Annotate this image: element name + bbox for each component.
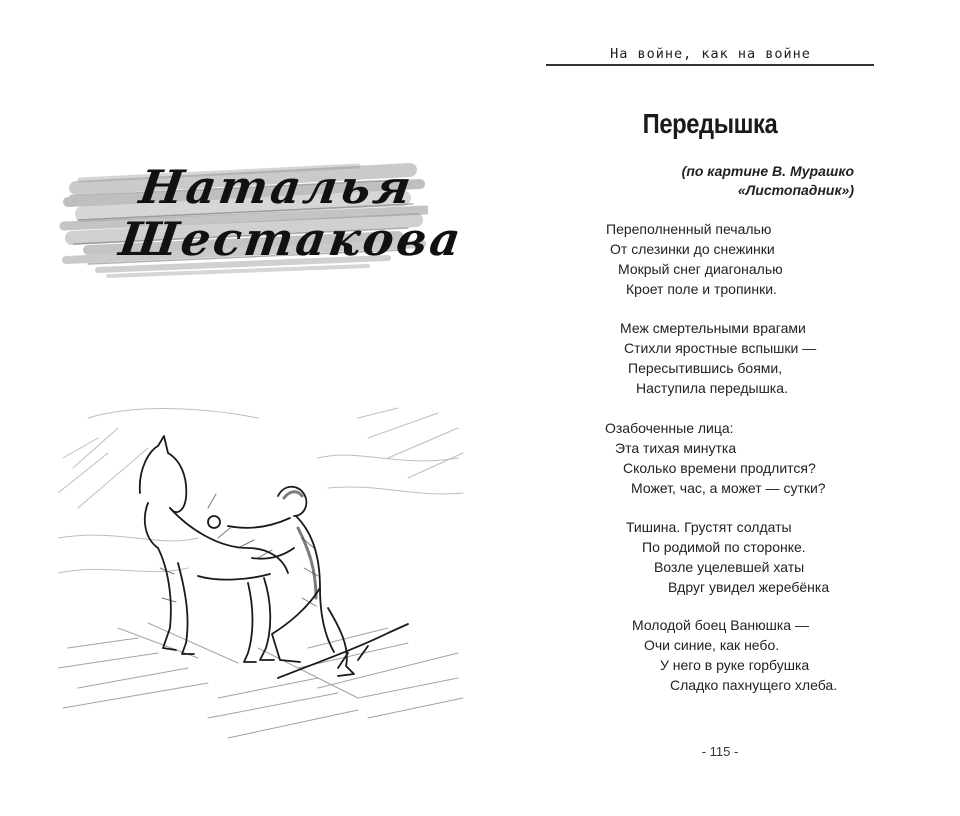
verse-line: Молодой боец Ванюшка — <box>632 617 809 633</box>
stanza-1 <box>606 219 783 299</box>
author-first-name: Наталья <box>136 160 418 214</box>
subtitle-line: «Листопадник») <box>737 182 854 198</box>
verse-line: Сладко пахнущего хлеба. <box>670 677 838 693</box>
stanza-2 <box>620 318 816 398</box>
verse-line: Тишина. Грустят солдаты <box>626 519 792 535</box>
page-number: - 115 - <box>701 744 739 759</box>
stanza-3 <box>605 418 826 498</box>
poem-title: Передышка <box>642 108 778 139</box>
header-divider <box>546 64 874 66</box>
verse-line: Кроет поле и тропинки. <box>626 281 777 297</box>
running-header: На войне, как на войне <box>610 46 811 62</box>
right-page <box>480 0 960 816</box>
verse-line: Очи синие, как небо. <box>644 637 780 653</box>
verse-line: Пересытившись боями, <box>628 360 783 376</box>
soldier-feeding-foal-sketch-icon <box>58 398 468 748</box>
stanza-5 <box>632 615 837 695</box>
verse-line: У него в руке горбушка <box>660 657 810 673</box>
stanza-4 <box>626 517 829 597</box>
author-last-name: Шестакова <box>116 212 467 266</box>
verse-line: Эта тихая минутка <box>615 440 737 456</box>
verse-line: Вдруг увидел жеребёнка <box>668 579 830 595</box>
verse-line: Наступила передышка. <box>636 380 788 396</box>
verse-line: От слезинки до снежинки <box>610 241 775 257</box>
subtitle-line: (по картине В. Мурашко <box>681 163 854 179</box>
author-name-block <box>58 140 467 285</box>
verse-line: Сколько времени продлится? <box>623 460 816 476</box>
verse-line: Может, час, а может — сутки? <box>631 480 826 496</box>
verse-line: По родимой по сторонке. <box>642 539 806 555</box>
verse-line: Возле уцелевшей хаты <box>654 559 805 575</box>
verse-line: Переполненный печалью <box>606 221 772 237</box>
verse-line: Меж смертельными врагами <box>620 320 806 336</box>
poem-subtitle <box>682 162 854 200</box>
verse-line: Мокрый снег диагональю <box>618 261 783 277</box>
verse-line: Озабоченные лица: <box>605 420 734 436</box>
verse-line: Стихли яростные вспышки — <box>624 340 817 356</box>
